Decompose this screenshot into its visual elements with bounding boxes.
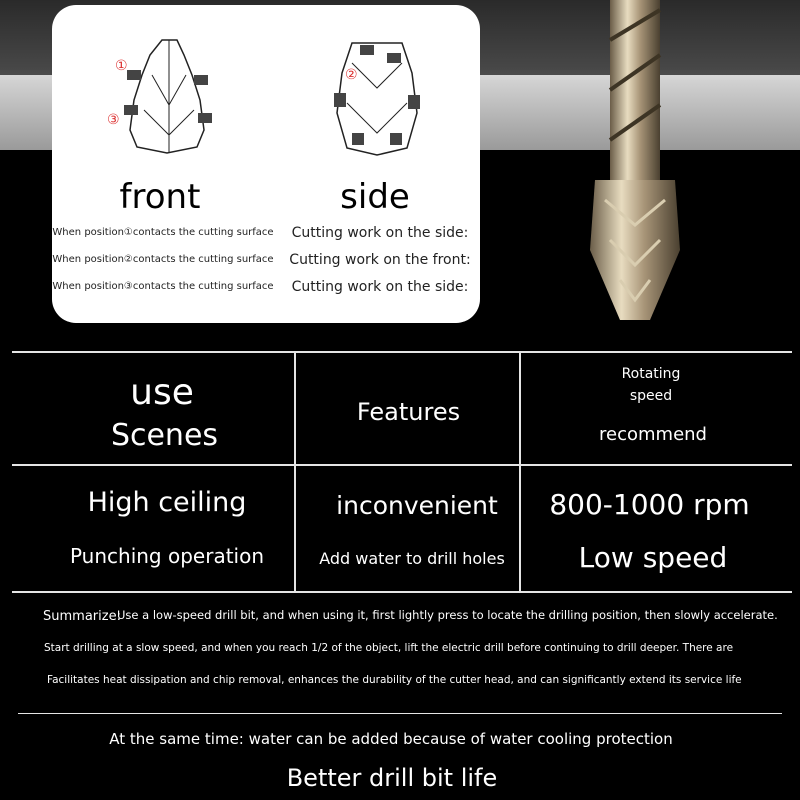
front-line-3: When position③contacts the cutting surface [52, 281, 274, 292]
summary-line-2: Start drilling at a slow speed, and when you reach 1/2 of the object, lift the electric drill before continuing to drill deeper. There are [44, 642, 734, 654]
summary-divider [18, 713, 782, 714]
row-inconvenient: inconvenient [336, 491, 498, 520]
row-punching-operation: Punching operation [69, 544, 265, 568]
front-view-sketch [122, 35, 212, 155]
table-header-divider [12, 464, 792, 466]
summary-line-1: Use a low-speed drill bit, and when using it, first lightly press to locate the drilling position, then slowly accelerate. [117, 608, 778, 622]
side-heading: side [340, 177, 410, 217]
summary-label: Summarize: [43, 609, 121, 624]
front-line-2: When position②contacts the cutting surface [52, 254, 274, 265]
table-top-border [12, 351, 792, 353]
summary-line-3: Facilitates heat dissipation and chip removal, enhances the durability of the cutter head, and can significantly extend its service life [47, 674, 742, 686]
header-scenes: Scenes [110, 418, 219, 453]
row-high-ceiling: High ceiling [87, 487, 247, 518]
header-features: Features [356, 398, 461, 426]
header-speed: speed [629, 388, 673, 404]
footer-line-1: At the same time: water can be added because of water cooling protection [109, 730, 673, 748]
front-heading: front [119, 177, 201, 217]
marker-3: ③ [107, 112, 120, 128]
side-line-1: Cutting work on the side: [291, 225, 469, 241]
row-add-water: Add water to drill holes [319, 549, 505, 568]
side-view-sketch [332, 33, 422, 158]
info-card [52, 5, 480, 323]
front-line-1: When position①contacts the cutting surface [52, 227, 274, 238]
table-bottom-border [12, 591, 792, 593]
side-line-2: Cutting work on the front: [289, 252, 471, 268]
header-rotating: Rotating [621, 366, 681, 382]
footer-line-2: Better drill bit life [286, 764, 498, 792]
drill-bit-image [575, 0, 695, 330]
marker-1: ① [115, 58, 128, 74]
row-low-speed: Low speed [578, 541, 728, 574]
row-rpm: 800-1000 rpm [549, 488, 750, 521]
marker-2: ② [345, 67, 358, 83]
header-use: use [130, 372, 194, 413]
header-recommend: recommend [599, 424, 707, 445]
side-line-3: Cutting work on the side: [291, 279, 469, 295]
